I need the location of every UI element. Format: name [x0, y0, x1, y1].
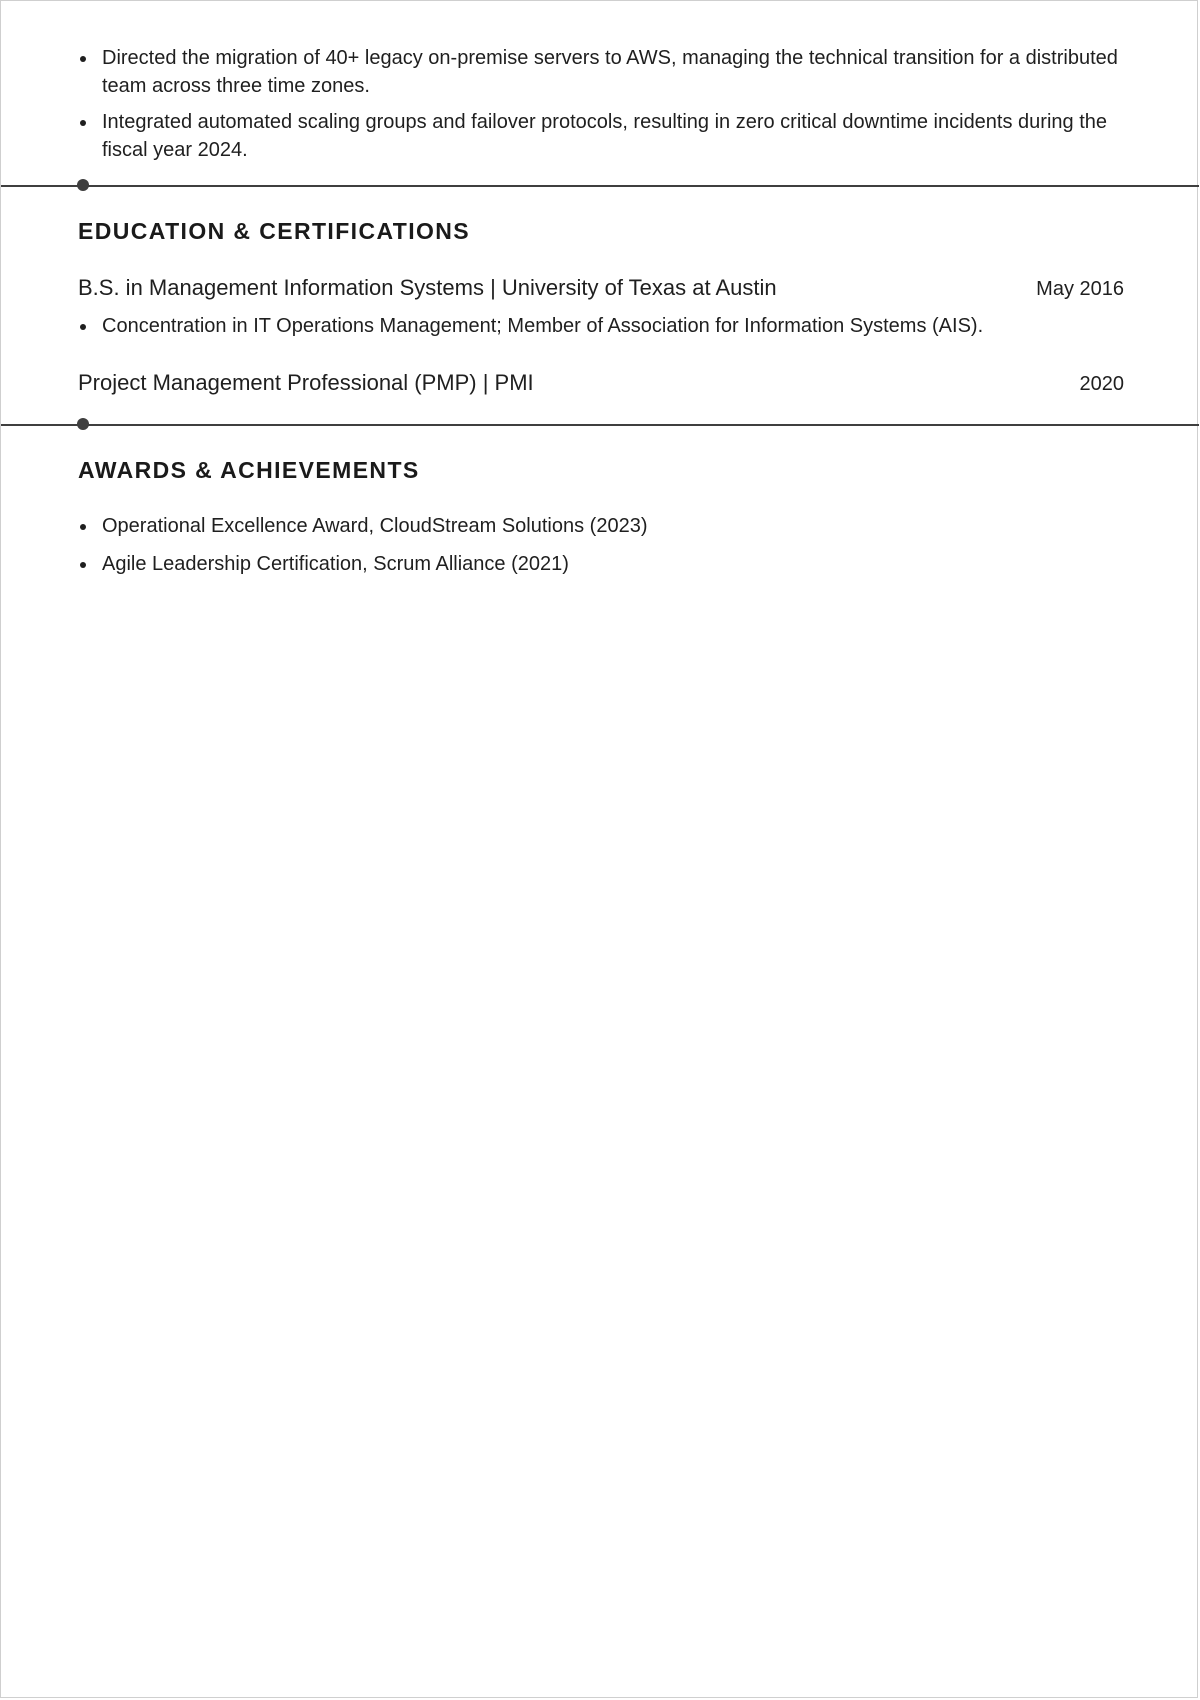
award-item: Operational Excellence Award, CloudStream Solutions (2023): [78, 512, 1138, 540]
awards-heading: AWARDS & ACHIEVEMENTS: [78, 457, 420, 483]
certification-entry: [78, 370, 1124, 396]
award-item: Agile Leadership Certification, Scrum Alliance (2021): [78, 550, 1138, 578]
degree-date: May 2016: [1036, 278, 1124, 300]
education-heading: EDUCATION & CERTIFICATIONS: [78, 218, 471, 244]
certification-date: 2020: [1079, 373, 1124, 395]
degree-bullet-list: [78, 312, 1138, 340]
experience-bullet-list: [78, 44, 1118, 164]
degree-title: B.S. in Management Information Systems | University of Texas at Austin: [78, 275, 777, 300]
awards-bullet-list: [78, 512, 1138, 578]
divider-dot: [77, 418, 89, 430]
section-divider: [1, 424, 1199, 426]
certification-title: Project Management Professional (PMP) | PMI: [78, 370, 534, 395]
degree-bullet: Concentration in IT Operations Management; Member of Association for Information Systems (AIS).: [78, 312, 1138, 340]
divider-dot: [77, 179, 89, 191]
section-divider: [1, 185, 1199, 187]
degree-entry: [78, 275, 1124, 301]
experience-bullet: Integrated automated scaling groups and failover protocols, resulting in zero critical downtime incidents during the fiscal year 2024.: [78, 108, 1118, 164]
experience-bullet: Directed the migration of 40+ legacy on-premise servers to AWS, managing the technical transition for a distributed team across three time zones.: [78, 44, 1118, 100]
